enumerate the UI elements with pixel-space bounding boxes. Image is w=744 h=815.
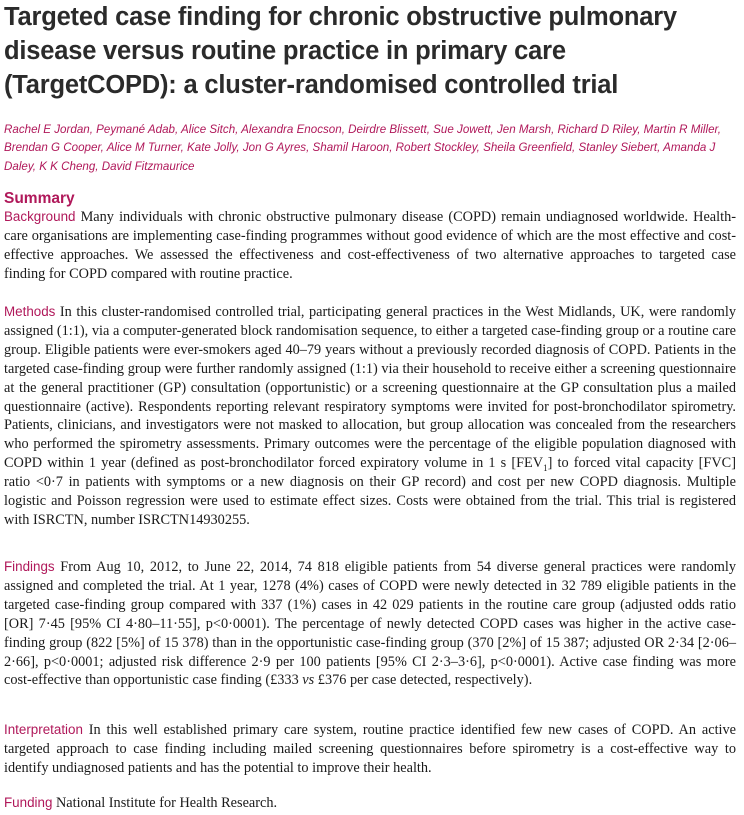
summary-heading: Summary	[4, 190, 75, 207]
interpretation-paragraph	[4, 721, 736, 778]
author-list: Rachel E Jordan, Peymané Adab, Alice Sitch, Alexandra Enocson, Deirdre Blissett, Sue Jowett, Jen Marsh, Richard D Riley, Martin R Miller, Brendan G Cooper, Alice M Turner, Kate Jolly, Jon G Ayres, Shamil Haroon, Robert Stockley, Sheila Greenfield, Stanley Siebert, Amanda J Daley, K K Cheng, David Fitzmaurice	[4, 123, 721, 173]
funding-text: National Institute for Health Research.	[55, 795, 278, 811]
methods-paragraph	[4, 303, 736, 530]
findings-text-part-2: £376 per case detected, respectively).	[314, 672, 533, 689]
interpretation-label: Interpretation	[4, 722, 83, 737]
methods-text-part-2: ] to forced vital capacity [FVC] ratio <0·7 in patients with symptoms or a new diagnosis on their GP record) and cost per new COPD diagnosis. Multiple logistic and Poisson regression were used to estimate effect sizes. Costs were obtained from the trial. This trial is registered with ISRCTN, number ISRCTN14930255.	[4, 455, 736, 528]
findings-paragraph	[4, 558, 736, 690]
methods-text-part-1: In this cluster-randomised controlled trial, participating general practices in the West Midlands, UK, were randomly assigned (1:1), via a computer-generated block randomisation sequence, to either a targeted case-finding group or a routine care group. Eligible patients were ever-smokers aged 40–79 years without a previously recorded diagnosis of COPD. Patients in the targeted case-finding group were further randomly assigned (1:1) via their household to receive either a screening questionnaire at the general practitioner (GP) consultation (opportunistic) or a screening questionnaire at the GP consultation plus a mailed questionnaire (active). Respondents reporting relevant respiratory symptoms were invited for post-bronchodilator spirometry. Patients, clinicians, and investigators were not masked to allocation, but group allocation was concealed from the researchers who performed the spirometry assessments. Primary outcomes were the percentage of the eligible population diagnosed with COPD within 1 year (defined as post-bronchodilator forced expiratory volume in 1 s [FEV	[4, 304, 736, 472]
fev-subscript: 1	[543, 463, 548, 474]
funding-label: Funding	[4, 795, 53, 810]
article-title: Targeted case finding for chronic obstructive pulmonary disease versus routine practice in primary care (TargetCOPD): a cluster-randomised controlled trial	[4, 3, 677, 99]
methods-label: Methods	[4, 304, 56, 319]
interpretation-text: In this well established primary care system, routine practice identified few new cases of COPD. An active targeted approach to case finding including mailed screening questionnaires before spirometry is a cost-effective way to identify undiagnosed patients and has the potential to improve their health.	[4, 722, 737, 776]
background-text: Many individuals with chronic obstructive pulmonary disease (COPD) remain undiagnosed worldwide. Health-care organisations are implementing case-finding programmes without good evidence of which are the most effective and cost-effective approaches. We assessed the effectiveness and cost-effectiveness of two alternative approaches to targeted case finding for COPD compared with routine practice.	[4, 209, 736, 282]
vs-italic: vs	[302, 672, 315, 689]
findings-label: Findings	[4, 559, 55, 574]
findings-text-part-1: From Aug 10, 2012, to June 22, 2014, 74 818 eligible patients from 54 diverse general practices were randomly assigned and completed the trial. At 1 year, 1278 (4%) cases of COPD were newly detected in 32 789 eligible patients in the targeted case-finding group compared with 337 (1%) cases in 42 029 patients in the routine care group (adjusted odds ratio [OR] 7·45 [95% CI 4·80–11·55], p<0·0001). The percentage of newly detected COPD cases was higher in the active case-finding group (822 [5%] of 15 378) than in the opportunistic case-finding group (370 [2%] of 15 387; adjusted OR 2·34 [2·06–2·66], p<0·0001; adjusted risk difference 2·9 per 100 patients [95% CI 2·3–3·6], p<0·0001). Active case finding was more cost-effective than opportunistic case finding (£333	[4, 559, 737, 689]
background-paragraph	[4, 208, 736, 284]
funding-paragraph	[4, 794, 736, 813]
background-label: Background	[4, 209, 76, 224]
